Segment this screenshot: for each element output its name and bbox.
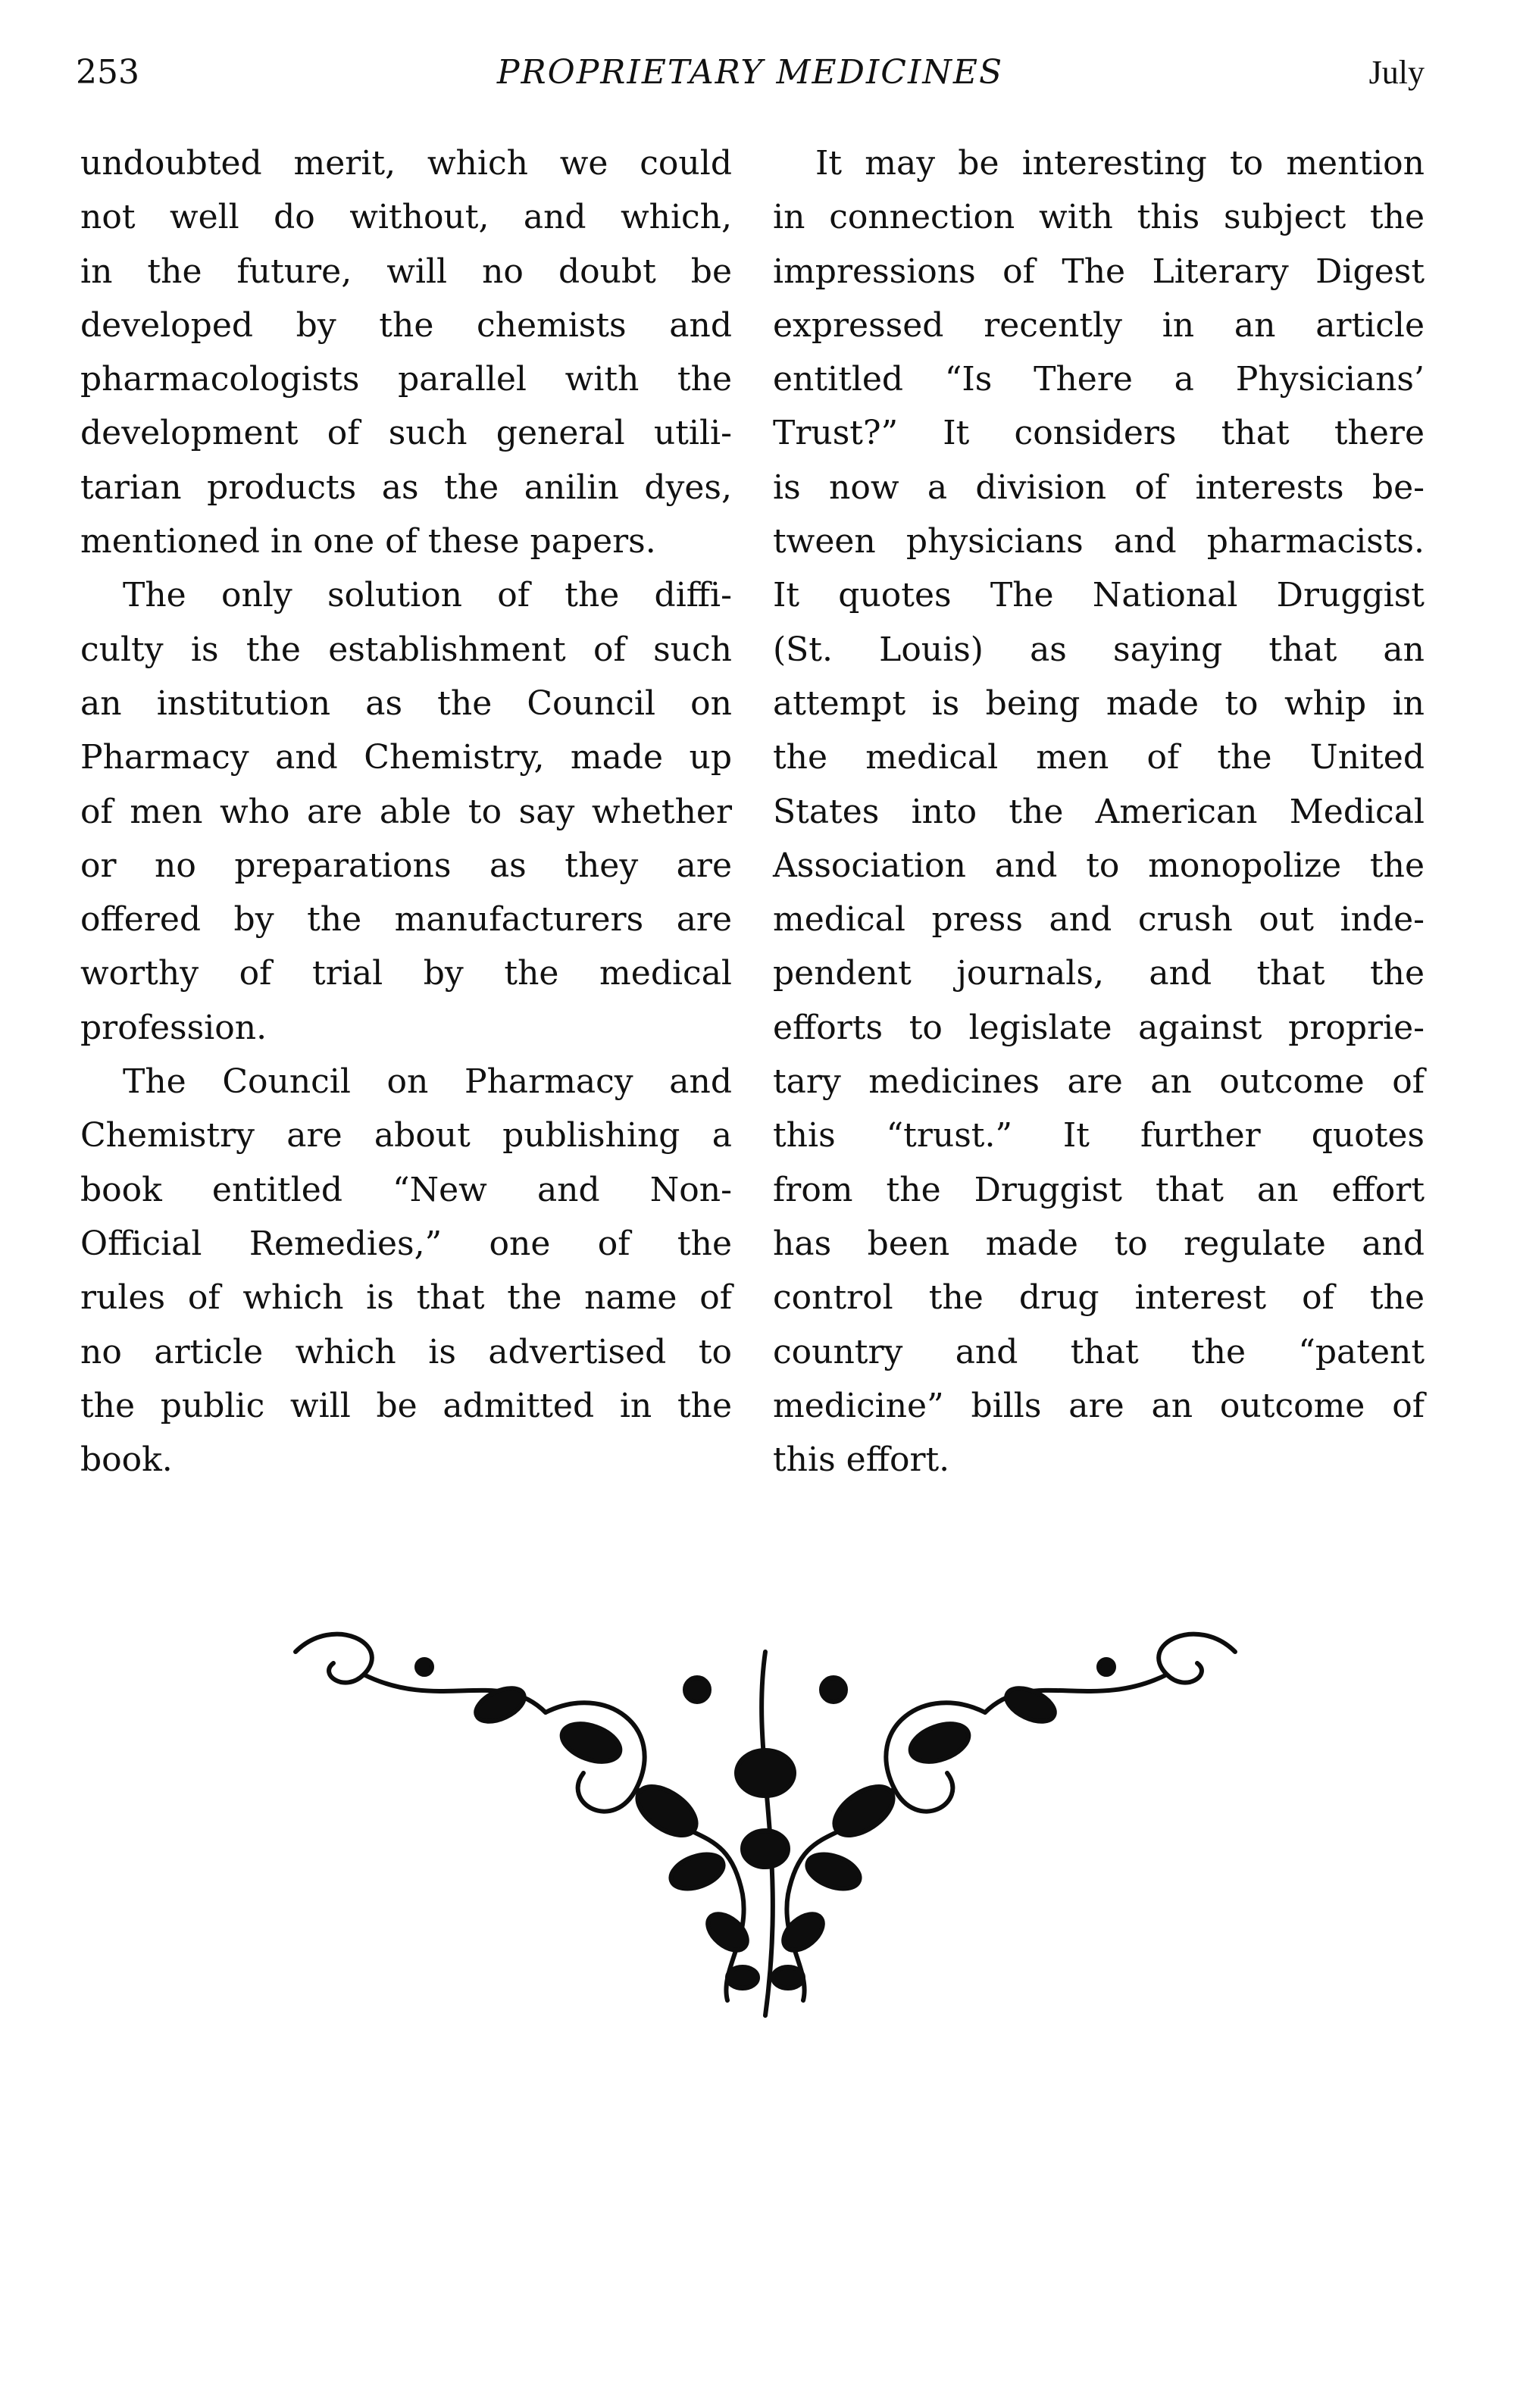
text-line: in connection with this subject the (773, 198, 1425, 237)
right-column (773, 136, 1425, 1487)
text-line: no article which is advertised to (80, 1332, 732, 1371)
text-line: the medical men of the United (773, 738, 1425, 777)
text-line: Official Remedies,” one of the (80, 1224, 732, 1263)
text-line: book. (80, 1440, 173, 1480)
text-line: worthy of trial by the medical (80, 954, 732, 993)
text-line: is now a division of interests be- (773, 468, 1425, 507)
running-head (76, 53, 1425, 114)
text-line: attempt is being made to whip in (773, 683, 1425, 723)
text-line: The Council on Pharmacy and (123, 1062, 732, 1102)
text-line: expressed recently in an article (773, 305, 1425, 345)
text-line: tween physicians and pharmacists. (773, 522, 1425, 561)
text-line: or no preparations as they are (80, 846, 732, 885)
text-line: Trust?” It considers that there (773, 414, 1425, 453)
text-line: States into the American Medical (773, 792, 1425, 831)
text-line: Association and to monopolize the (773, 846, 1425, 885)
month-label: July (1368, 54, 1425, 91)
text-line: Pharmacy and Chemistry, made up (80, 738, 732, 777)
text-line: this “trust.” It further quotes (773, 1116, 1425, 1156)
paragraph (80, 136, 732, 568)
text-line: rules of which is that the name of (80, 1278, 732, 1318)
text-line: in the future, will no doubt be (80, 252, 732, 291)
text-line: control the drug interest of the (773, 1278, 1425, 1318)
text-line: It may be interesting to mention (815, 144, 1425, 183)
text-line: from the Druggist that an effort (773, 1170, 1425, 1209)
text-line: offered by the manufacturers are (80, 900, 732, 940)
text-line: The only solution of the diffi- (123, 576, 732, 615)
text-line: developed by the chemists and (80, 305, 732, 345)
text-line: of men who are able to say whether (80, 792, 732, 831)
paragraph (80, 1055, 732, 1487)
text-line: medicine” bills are an outcome of (773, 1386, 1425, 1425)
text-line: undoubted merit, which we could (80, 144, 732, 183)
text-line: tary medicines are an outcome of (773, 1062, 1425, 1102)
text-line: the public will be admitted in the (80, 1386, 732, 1425)
paragraph (80, 568, 732, 1055)
text-line: It quotes The National Druggist (773, 576, 1425, 615)
text-line: impressions of The Literary Digest (773, 252, 1425, 291)
text-line: (St. Louis) as saying that an (773, 630, 1425, 669)
text-line: this effort. (773, 1440, 950, 1480)
text-line: pharmacologists parallel with the (80, 360, 732, 399)
text-line: Chemistry are about publishing a (80, 1116, 732, 1156)
paragraph (773, 136, 1425, 1487)
text-line: has been made to regulate and (773, 1224, 1425, 1263)
left-column (80, 136, 732, 1487)
floral-tailpiece-icon (273, 1621, 1258, 2031)
text-line: tarian products as the anilin dyes, (80, 468, 732, 507)
page-number: 253 (76, 53, 139, 92)
text-line: pendent journals, and that the (773, 954, 1425, 993)
text-line: country and that the “patent (773, 1332, 1425, 1371)
text-line: development of such general utili- (80, 414, 732, 453)
text-line: mentioned in one of these papers. (80, 522, 656, 561)
text-line: book entitled “New and Non- (80, 1170, 732, 1209)
text-line: not well do without, and which, (80, 198, 732, 237)
text-line: profession. (80, 1008, 267, 1047)
text-line: efforts to legislate against proprie- (773, 1008, 1425, 1047)
text-line: culty is the establishment of such (80, 630, 732, 669)
text-line: entitled “Is There a Physicians’ (773, 360, 1425, 399)
text-line: medical press and crush out inde- (773, 900, 1425, 940)
text-line: an institution as the Council on (80, 683, 732, 723)
running-title: PROPRIETARY MEDICINES (496, 53, 1004, 92)
